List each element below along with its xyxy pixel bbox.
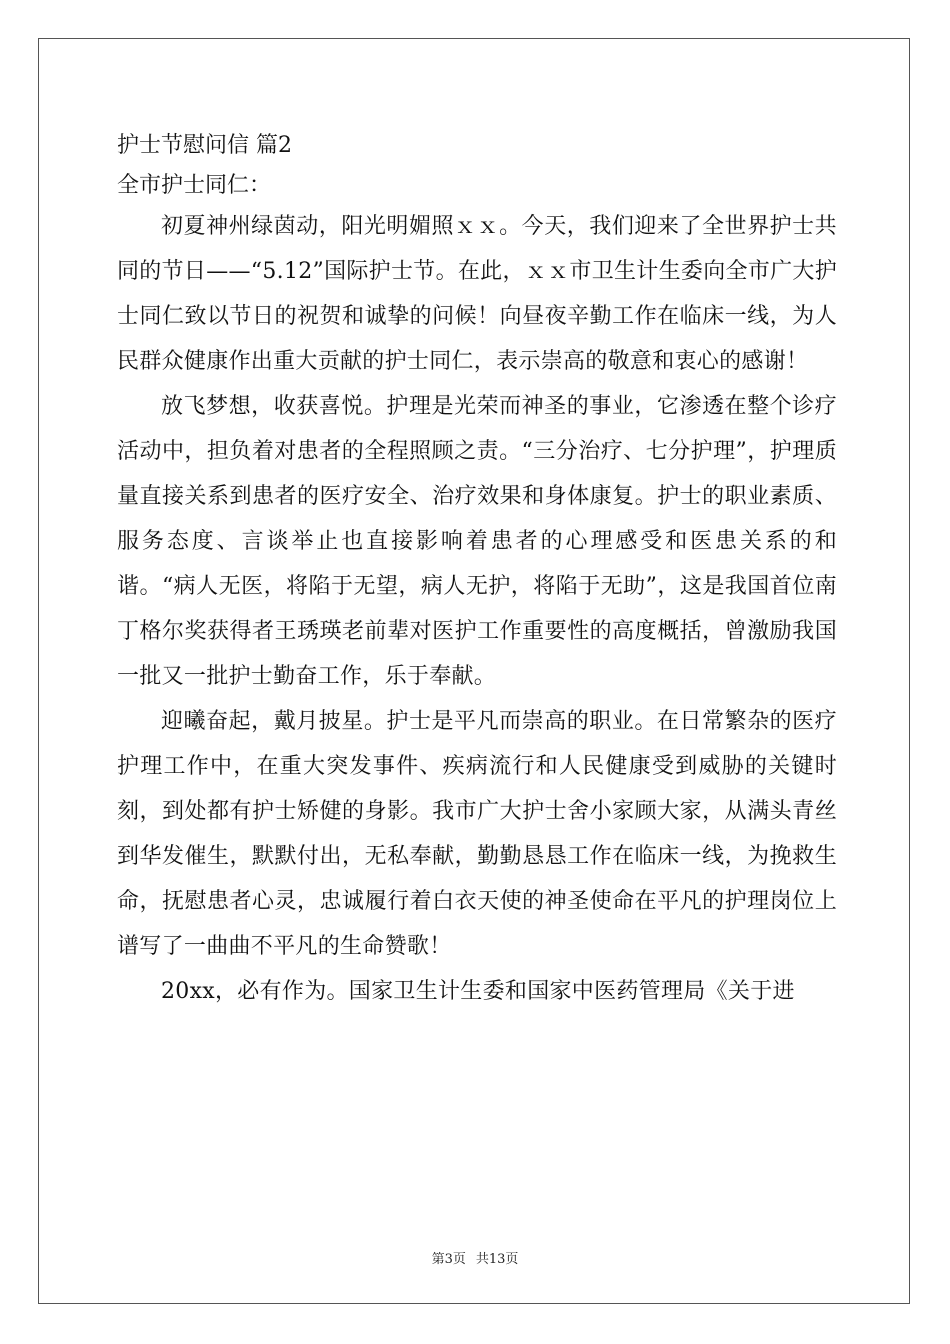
page-footer xyxy=(0,1248,950,1267)
document-heading: 护士节慰问信 篇2 xyxy=(117,133,292,158)
salutation: 全市护士同仁： xyxy=(117,173,272,198)
paragraph-3: 迎曦奋起，戴月披星。护士是平凡而崇高的职业。在日常繁杂的医疗护理工作中，在重大突发事件、疾病流行和人民健康受到威胁的关键时刻，到处都有护士矫健的身影。我市广大护士舍小家顾大家，从满头青丝到华发催生，默默付出，无私奉献，勤勤恳恳工作在临床一线，为挽救生命，抚慰患者心灵，忠诚履行着白衣天使的神圣使命在平凡的护理岗位上谱写了一曲曲不平凡的生命赞歌！ xyxy=(117,709,837,959)
paragraph-2: 放飞梦想，收获喜悦。护理是光荣而神圣的事业，它渗透在整个诊疗活动中，担负着对患者的全程照顾之责。“三分治疗、七分护理”，护理质量直接关系到患者的医疗安全、治疗效果和身体康复。护士的职业素质、服务态度、言谈举止也直接影响着患者的心理感受和医患关系的和谐。“病人无医，将陷于无望，病人无护，将陷于无助”，这是我国首位南丁格尔奖获得者王琇瑛老前辈对医护工作重要性的高度概括，曾激励我国一批又一批护士勤奋工作，乐于奉献。 xyxy=(117,394,837,689)
paragraph-4: 20xx，必有作为。国家卫生计生委和国家中医药管理局《关于进 xyxy=(161,979,795,1004)
document-body xyxy=(117,128,837,1014)
page-number-total: 共13页 xyxy=(475,1252,519,1267)
paragraph-1: 初夏神州绿茵动，阳光明媚照ｘｘ。今天，我们迎来了全世界护士共同的节日——“5.12”国际护士节。在此，ｘｘ市卫生计生委向全市广大护士同仁致以节日的祝贺和诚挚的问候！向昼夜辛勤工作在临床一线，为人民群众健康作出重大贡献的护士同仁，表示崇高的敬意和衷心的感谢！ xyxy=(117,214,837,374)
page-number-current: 第3页 xyxy=(431,1252,466,1267)
